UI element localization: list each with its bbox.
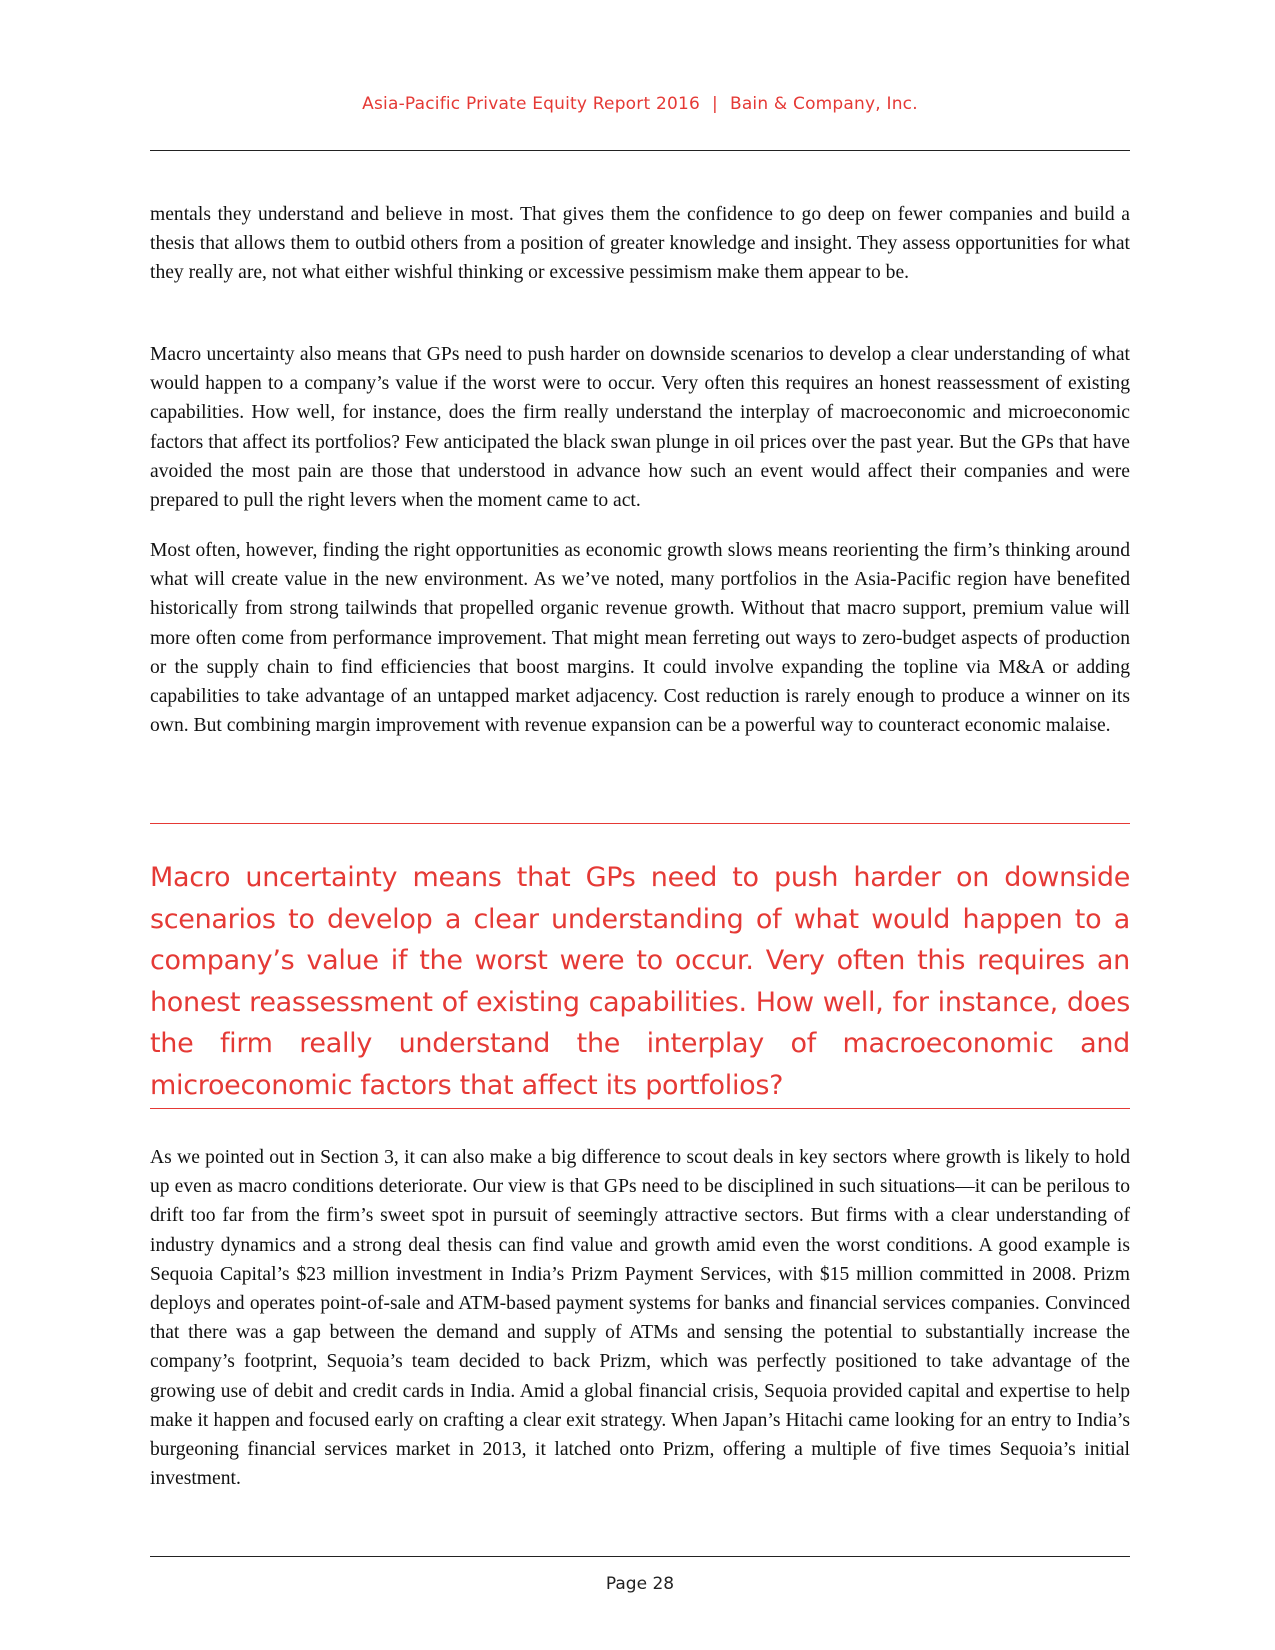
page-number: Page 28 <box>605 1574 675 1594</box>
footer-rule <box>150 1556 1130 1557</box>
pullquote-bottom-rule <box>150 1108 1130 1109</box>
report-title: Asia-Pacific Private Equity Report 2016 <box>362 94 701 114</box>
running-header <box>150 94 1130 114</box>
paragraph-2: Macro uncertainty also means that GPs need to push harder on downside scenarios to develop a clear understanding of what would happen to a company’s value if the worst were to occur. Very often this requires an honest reassessment of existing capabilities. How well, for instance, does the firm really understand the interplay of macroeconomic and microeconomic factors that affect its portfolios? Few anticipated the black swan plunge in oil prices over the past year. But the GPs that have avoided the most pain are those that understood in advance how such an event would affect their companies and were prepared to pull the right levers when the moment came to act. <box>150 344 1130 512</box>
header-rule <box>150 150 1130 151</box>
header-separator: | <box>712 94 718 114</box>
paragraph-3: Most often, however, finding the right opportunities as economic growth slows means reorienting the firm’s thinking around what will create value in the new environment. As we’ve noted, many portfolios in the Asia-Pacific region have benefited historically from strong tailwinds that propelled organic revenue growth. Without that macro support, premium value will more often come from performance improvement. That might mean ferreting out ways to zero-budget aspects of production or the supply chain to find efficiencies that boost margins. It could involve expanding the topline via M&A or adding capabilities to take advantage of an untapped market adjacency. Cost reduction is rarely enough to produce a winner on its own. But combining margin improvement with revenue expansion can be a powerful way to counteract economic malaise. <box>150 540 1130 737</box>
pullquote-top-rule <box>150 823 1130 824</box>
paragraph-1: mentals they understand and believe in most. That gives them the confidence to go deep on fewer companies and build a thesis that allows them to outbid others from a position of greater knowledge and insight. They assess opportunities for what they really are, not what either wishful thinking or excessive pessimism make them appear to be. <box>150 204 1130 284</box>
paragraph-4: As we pointed out in Section 3, it can also make a big difference to scout deals in key sectors where growth is likely to hold up even as macro conditions deteriorate. Our view is that GPs need to be disciplined in such situations—it can be perilous to drift too far from the firm’s sweet spot in pursuit of seemingly attractive sectors. But firms with a clear understanding of industry dynamics and a strong deal thesis can find value and growth amid even the worst conditions. A good example is Sequoia Capital’s $23 million investment in India’s Prizm Payment Services, with $15 million committed in 2008. Prizm deploys and operates point-of-sale and ATM-based payment systems for banks and financial services companies. Convinced that there was a gap between the demand and supply of ATMs and sensing the potential to substantially increase the company’s footprint, Sequoia’s team decided to back Prizm, which was perfectly positioned to take advantage of the growing use of debit and credit cards in India. Amid a global financial crisis, Sequoia provided capital and expertise to help make it happen and focused early on crafting a clear exit strategy. When Japan’s Hitachi came looking for an entry to India’s burgeoning financial services market in 2013, it latched onto Prizm, offering a multiple of five times Sequoia’s initial investment. <box>150 1147 1130 1490</box>
company-name: Bain & Company, Inc. <box>729 94 918 114</box>
pullquote: Macro uncertainty means that GPs need to push harder on downside scenarios to develop a clear understanding of what would happen to a company’s value if the worst were to occur. Very often this requires an honest reassessment of existing capabilities. How well, for instance, does the firm really understand the interplay of macroeconomic and microeconomic factors that affect its portfolios? <box>150 862 1130 1101</box>
